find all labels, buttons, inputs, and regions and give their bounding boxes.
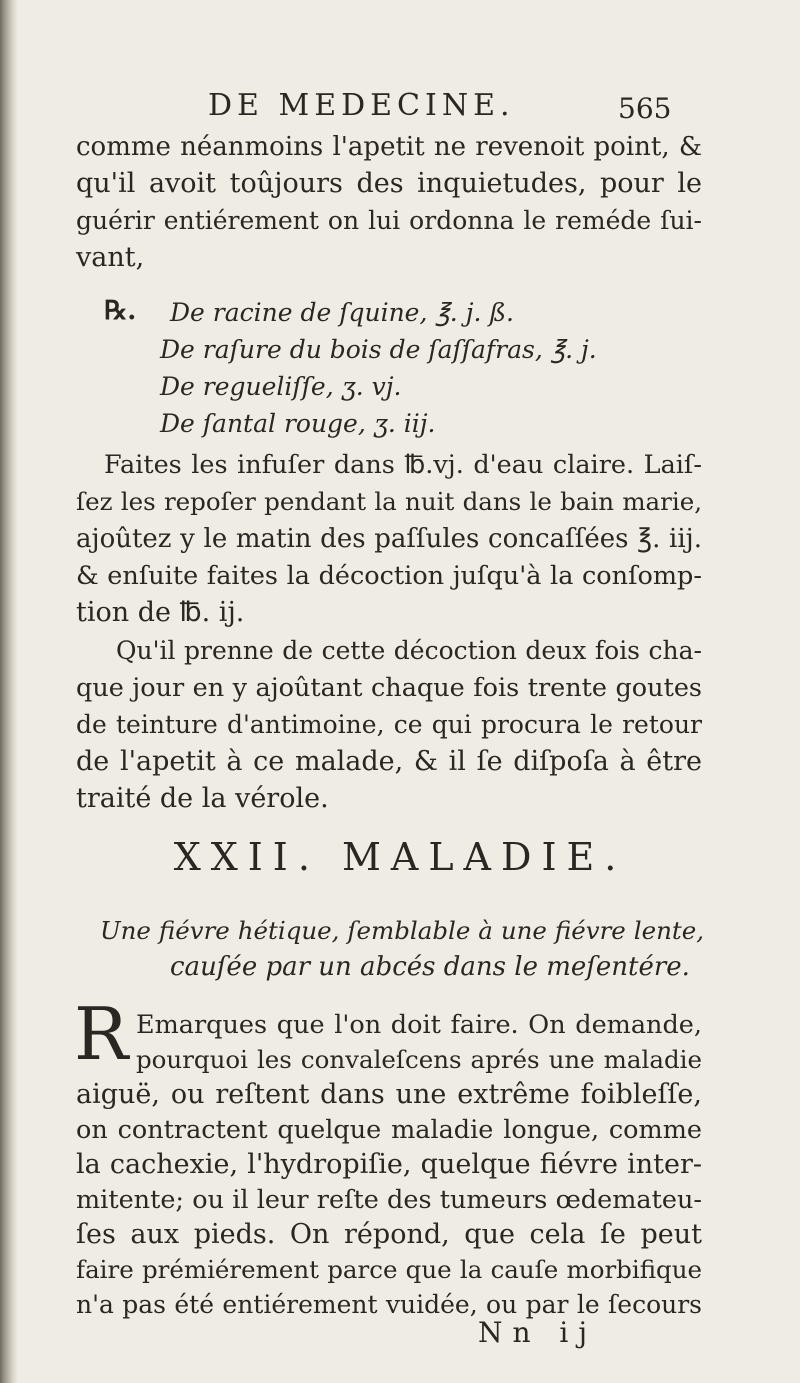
text-line: pourquoi les convaleſcens aprés une maladie	[136, 1045, 702, 1074]
page-number: 565	[618, 92, 672, 125]
text-line: comme néanmoins l'apetit ne revenoit point, &	[76, 132, 702, 162]
text-line: Qu'il prenne de cette décoction deux fois cha-	[116, 636, 702, 665]
text-line: mitente; ou il leur reſte des tumeurs œdemateu-	[76, 1185, 702, 1215]
book-spine-shadow	[0, 0, 18, 1383]
text-line: Emarques que l'on doit faire. On demande,	[136, 1010, 702, 1040]
text-line: ajoûtez y le matin des paſſules concaſſées ℥. iij.	[76, 524, 702, 554]
text-line: faire prémiérement parce que la cauſe morbifique	[76, 1255, 702, 1284]
text-line: la cachexie, l'hydropiſie, quelque fiévre inter-	[76, 1149, 702, 1180]
recipe-line: De regueliſſe, ʒ. vj.	[160, 372, 402, 401]
subtitle-line: cauſée par un abcés dans le meſentére.	[170, 952, 690, 982]
recipe-line: De raſure du bois de ſaſſafras, ℥. j.	[160, 335, 597, 364]
text-line: guérir entiérement on lui ordonna le reméde ſui-	[76, 206, 702, 235]
text-line: traité de la vérole.	[76, 783, 329, 814]
text-line: de l'apetit à ce malade, & il ſe diſpoſa à être	[76, 746, 702, 777]
text-line: ſez les repoſer pendant la nuit dans le bain marie,	[76, 487, 702, 516]
running-head	[0, 88, 800, 128]
recipe-line: De ſantal rouge, ʒ. iij.	[160, 409, 436, 438]
text-line: tion de ℔. ij.	[76, 597, 245, 628]
recipe-symbol: ℞.	[104, 296, 137, 326]
text-line: & enſuite faites la décoction juſqu'à la conſomp-	[76, 561, 702, 591]
text-line: n'a pas été entiérement vuidée, ou par le ſecours	[76, 1290, 702, 1319]
text-line: on contractent quelque maladie longue, comme	[76, 1115, 702, 1145]
text-line: ſes aux pieds. On répond, que cela ſe peut	[76, 1219, 702, 1250]
text-line: qu'il avoit toûjours des inquietudes, pour le	[76, 168, 702, 199]
text-line: vant,	[76, 242, 145, 273]
section-heading: XXII. MALADIE.	[173, 835, 627, 879]
signature-mark: Nn ij	[478, 1316, 598, 1349]
drop-cap: R	[74, 992, 129, 1076]
running-head-title: DE MEDECINE.	[208, 88, 515, 123]
subtitle-line: Une fiévre hétique, ſemblable à une fiévre lente,	[100, 916, 704, 945]
text-line: de teinture d'antimoine, ce qui procura le retour	[76, 710, 702, 739]
recipe-line: De racine de ſquine, ℥. j. ß.	[170, 298, 514, 327]
text-line: que jour en y ajoûtant chaque fois trente goutes	[76, 673, 702, 703]
text-line: aiguë, ou reſtent dans une extrême foibleſſe,	[76, 1079, 702, 1110]
text-line: Faites les infuſer dans ℔.vj. d'eau claire. Laiſ-	[104, 450, 702, 480]
